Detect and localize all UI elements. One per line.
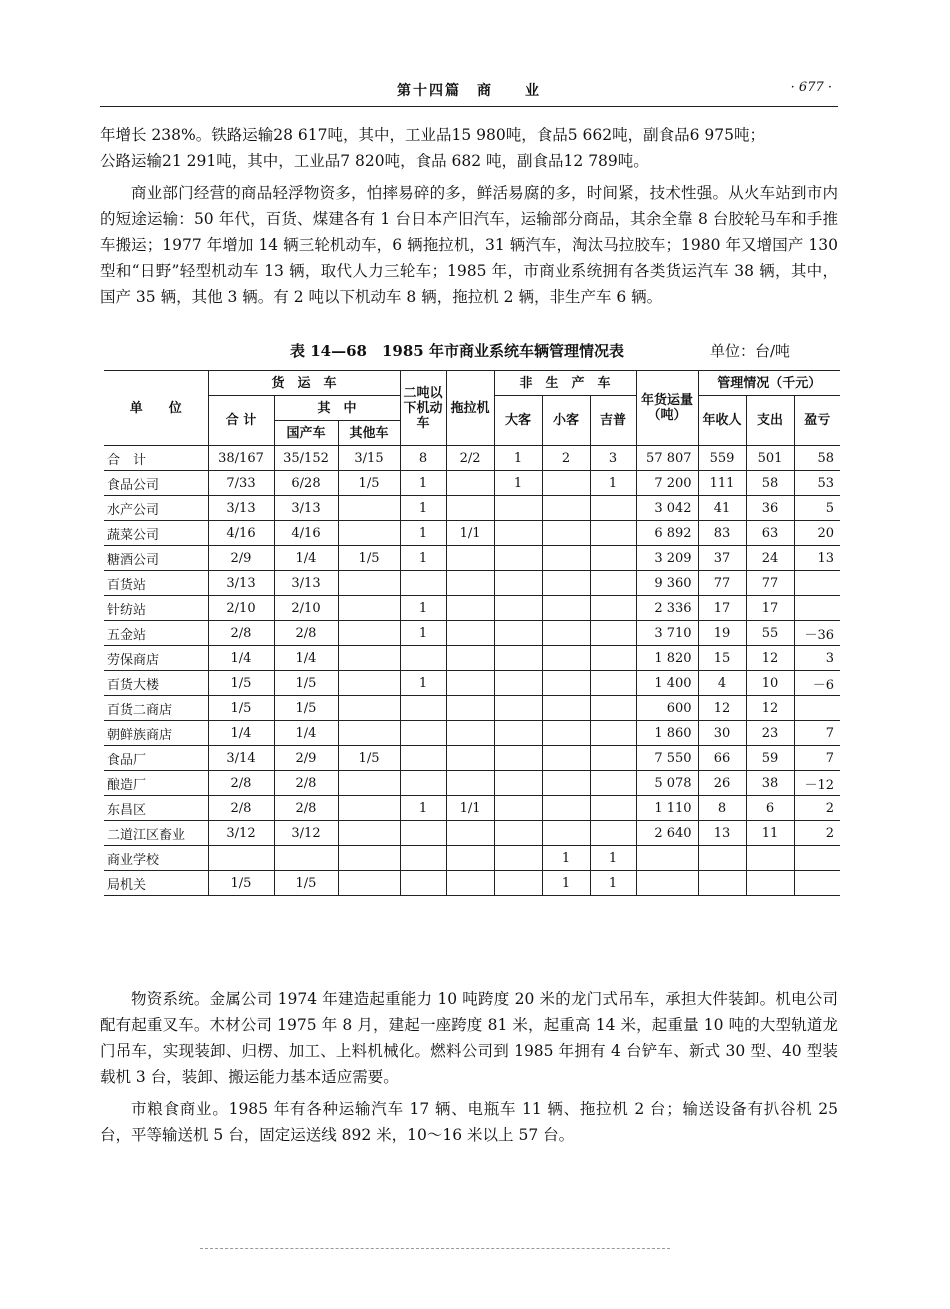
- cell-tractor: [446, 571, 494, 596]
- cell-other: [338, 646, 400, 671]
- cell-small: 2: [542, 446, 590, 471]
- cell-tractor: [446, 721, 494, 746]
- cell-expense: 11: [746, 821, 794, 846]
- cell-tractor: [446, 671, 494, 696]
- cell-small: [542, 496, 590, 521]
- cell-small: [542, 621, 590, 646]
- cell-profit: 5: [794, 496, 840, 521]
- cell-large: [494, 796, 542, 821]
- cell-other: [338, 721, 400, 746]
- cell-two-ton: [400, 846, 446, 871]
- cell-large: [494, 646, 542, 671]
- cell-expense: 55: [746, 621, 794, 646]
- cell-large: [494, 696, 542, 721]
- cell-unit: 针纺站: [104, 596, 208, 621]
- cell-other: 3/15: [338, 446, 400, 471]
- cell-two-ton: 1: [400, 621, 446, 646]
- cell-tractor: [446, 871, 494, 896]
- cell-jeep: [590, 771, 636, 796]
- paragraph-3: 物资系统。金属公司 1974 年建造起重能力 10 吨跨度 20 米的龙门式吊车，承担大件装卸。机电公司配有起重叉车。木材公司 1975 年 8 月，建起一座跨度 81 米，起重高 14 米，起重量 10 吨的大型轨道龙门吊车，实现装卸、归楞、加工、上料机械化。燃料公司到 1985 年拥有 4 台铲车、新式 30 型、40 型装载机 3 台，装卸、搬运能力基本适应需要。: [100, 990, 838, 1086]
- header-management: 管理情况（千元）: [698, 371, 840, 396]
- cell-expense: 12: [746, 696, 794, 721]
- cell-small: [542, 546, 590, 571]
- cell-expense: [746, 846, 794, 871]
- cell-freight: [636, 846, 698, 871]
- cell-unit: 朝鲜族商店: [104, 721, 208, 746]
- table-row: [104, 821, 840, 846]
- cell-income: 19: [698, 621, 746, 646]
- cell-unit: 百货大楼: [104, 671, 208, 696]
- table-row: [104, 746, 840, 771]
- cell-income: 41: [698, 496, 746, 521]
- cell-two-ton: [400, 646, 446, 671]
- cell-expense: 77: [746, 571, 794, 596]
- cell-large: [494, 721, 542, 746]
- cell-tractor: [446, 621, 494, 646]
- cell-jeep: [590, 571, 636, 596]
- cell-unit: 局机关: [104, 871, 208, 896]
- cell-domestic: 1/4: [274, 646, 338, 671]
- cell-jeep: [590, 796, 636, 821]
- cell-two-ton: 1: [400, 496, 446, 521]
- cell-two-ton: 1: [400, 671, 446, 696]
- cell-small: 1: [542, 846, 590, 871]
- cell-profit: [794, 871, 840, 896]
- cell-income: 13: [698, 821, 746, 846]
- cell-large: 1: [494, 446, 542, 471]
- cell-small: [542, 521, 590, 546]
- cell-freight: 3 042: [636, 496, 698, 521]
- paragraph-1-line-2: 公路运输21 291吨，其中，工业品7 820吨，食品 682 吨，副食品12 789吨。: [100, 152, 649, 170]
- table-row: [104, 671, 840, 696]
- header-two-ton: 二吨以下机动车: [400, 371, 446, 446]
- cell-freight: 57 807: [636, 446, 698, 471]
- cell-small: [542, 671, 590, 696]
- cell-small: [542, 771, 590, 796]
- cell-unit: 劳保商店: [104, 646, 208, 671]
- cell-tractor: [446, 696, 494, 721]
- cell-small: 1: [542, 871, 590, 896]
- cell-income: 111: [698, 471, 746, 496]
- cell-total: 4/16: [208, 521, 274, 546]
- cell-other: [338, 496, 400, 521]
- cell-domestic: 2/9: [274, 746, 338, 771]
- paragraph-2: 商业部门经营的商品轻浮物资多，怕摔易碎的多，鲜活易腐的多，时间紧，技术性强。从火车站到市内的短途运输：50 年代，百货、煤建各有 1 台日本产旧汽车，运输部分商品，其余全靠 8 台胶轮马车和手推车搬运；1977 年增加 14 辆三轮机动车，6 辆拖拉机，31 辆汽车，淘汰马拉胶车；1980 年又增国产 130 型和“日野”轻型机动车 13 辆，取代人力三轮车；1985 年，市商业系统拥有各类货运汽车 38 辆，其中，国产 35 辆，其他 3 辆。有 2 吨以下机动车 8 辆，拖拉机 2 辆，非生产车 6 辆。: [100, 184, 838, 306]
- cell-large: [494, 571, 542, 596]
- cell-domestic: 35/152: [274, 446, 338, 471]
- table-row: [104, 571, 840, 596]
- cell-tractor: [446, 646, 494, 671]
- cell-total: 1/5: [208, 671, 274, 696]
- cell-domestic: 3/12: [274, 821, 338, 846]
- cell-two-ton: [400, 871, 446, 896]
- cell-small: [542, 471, 590, 496]
- cell-unit: 水产公司: [104, 496, 208, 521]
- cell-domestic: 1/5: [274, 671, 338, 696]
- cell-expense: 6: [746, 796, 794, 821]
- header-freight-vehicles: 货 运 车: [208, 371, 400, 396]
- header-income: 年收人: [698, 396, 746, 446]
- cell-freight: 1 400: [636, 671, 698, 696]
- table-title: 表 14—68 1985 年市商业系统车辆管理情况表: [290, 342, 624, 360]
- cell-tractor: 1/1: [446, 796, 494, 821]
- table-row: [104, 621, 840, 646]
- cell-profit: 20: [794, 521, 840, 546]
- cell-expense: 501: [746, 446, 794, 471]
- header-jeep: 吉普: [590, 396, 636, 446]
- cell-income: 8: [698, 796, 746, 821]
- header-nonproduction: 非 生 产 车: [494, 371, 636, 396]
- cell-tractor: [446, 846, 494, 871]
- cell-total: 1/4: [208, 646, 274, 671]
- cell-jeep: [590, 546, 636, 571]
- header-annual-freight: 年货运量（吨）: [636, 371, 698, 446]
- cell-freight: 2 336: [636, 596, 698, 621]
- cell-other: [338, 671, 400, 696]
- cell-tractor: [446, 821, 494, 846]
- cell-profit: 3: [794, 646, 840, 671]
- cell-large: [494, 771, 542, 796]
- cell-large: [494, 746, 542, 771]
- cell-two-ton: 1: [400, 546, 446, 571]
- paragraph-1: [100, 122, 838, 174]
- cell-tractor: [446, 471, 494, 496]
- cell-jeep: [590, 821, 636, 846]
- cell-large: [494, 871, 542, 896]
- cell-expense: [746, 871, 794, 896]
- cell-domestic: 1/5: [274, 871, 338, 896]
- cell-domestic: 1/4: [274, 546, 338, 571]
- cell-domestic: 3/13: [274, 571, 338, 596]
- cell-two-ton: [400, 746, 446, 771]
- cell-profit: 7: [794, 746, 840, 771]
- table-row: [104, 496, 840, 521]
- cell-domestic: 1/4: [274, 721, 338, 746]
- header-profit: 盈亏: [794, 396, 840, 446]
- cell-large: [494, 596, 542, 621]
- cell-other: [338, 846, 400, 871]
- cell-domestic: 2/8: [274, 771, 338, 796]
- cell-profit: 58: [794, 446, 840, 471]
- cell-income: [698, 846, 746, 871]
- cell-domestic: [274, 846, 338, 871]
- header-large-bus: 大客: [494, 396, 542, 446]
- cell-large: [494, 496, 542, 521]
- cell-domestic: 2/10: [274, 596, 338, 621]
- table-row: [104, 796, 840, 821]
- cell-total: 2/8: [208, 796, 274, 821]
- page-header: [100, 80, 838, 107]
- cell-total: 1/4: [208, 721, 274, 746]
- cell-jeep: 3: [590, 446, 636, 471]
- cell-expense: 58: [746, 471, 794, 496]
- cell-expense: 24: [746, 546, 794, 571]
- cell-income: 37: [698, 546, 746, 571]
- cell-other: 1/5: [338, 746, 400, 771]
- cell-freight: 1 860: [636, 721, 698, 746]
- cell-small: [542, 696, 590, 721]
- cell-jeep: [590, 671, 636, 696]
- cell-total: 3/13: [208, 496, 274, 521]
- cell-income: 77: [698, 571, 746, 596]
- table-row: [104, 546, 840, 571]
- cell-other: 1/5: [338, 546, 400, 571]
- table-row: [104, 696, 840, 721]
- table-row: [104, 646, 840, 671]
- cell-unit: 二道江区畜业: [104, 821, 208, 846]
- cell-income: [698, 871, 746, 896]
- paragraph-4: 市粮食商业。1985 年有各种运输汽车 17 辆、电瓶车 11 辆、拖拉机 2 台；输送设备有扒谷机 25 台，平等输送机 5 台，固定运送线 892 米，10～16 米以上 57 台。: [100, 1100, 838, 1144]
- cell-freight: 1 820: [636, 646, 698, 671]
- cell-tractor: 2/2: [446, 446, 494, 471]
- cell-profit: 2: [794, 821, 840, 846]
- cell-total: 1/5: [208, 871, 274, 896]
- cell-other: [338, 796, 400, 821]
- cell-freight: 2 640: [636, 821, 698, 846]
- cell-small: [542, 646, 590, 671]
- cell-jeep: 1: [590, 471, 636, 496]
- cell-total: 38/167: [208, 446, 274, 471]
- cell-profit: －36: [794, 621, 840, 646]
- cell-income: 30: [698, 721, 746, 746]
- cell-jeep: 1: [590, 871, 636, 896]
- cell-domestic: 2/8: [274, 621, 338, 646]
- vehicle-table: [104, 370, 840, 896]
- cell-total: 2/8: [208, 621, 274, 646]
- cell-total: 3/14: [208, 746, 274, 771]
- cell-profit: [794, 596, 840, 621]
- cell-income: 12: [698, 696, 746, 721]
- cell-two-ton: 1: [400, 796, 446, 821]
- cell-expense: 12: [746, 646, 794, 671]
- cell-small: [542, 596, 590, 621]
- header-total: 合 计: [208, 396, 274, 446]
- cell-expense: 23: [746, 721, 794, 746]
- cell-unit: 酿造厂: [104, 771, 208, 796]
- cell-unit: 百货站: [104, 571, 208, 596]
- header-small-bus: 小客: [542, 396, 590, 446]
- paragraph-1-line-1: 年增长 238%。铁路运输28 617吨，其中，工业品15 980吨，食品5 662吨，副食品6 975吨；: [100, 126, 765, 144]
- cell-unit: 百货二商店: [104, 696, 208, 721]
- table-row: [104, 846, 840, 871]
- cell-tractor: 1/1: [446, 521, 494, 546]
- cell-total: 3/13: [208, 571, 274, 596]
- cell-two-ton: [400, 771, 446, 796]
- cell-freight: 7 200: [636, 471, 698, 496]
- table-unit-note: 单位：台/吨: [710, 342, 791, 360]
- cell-large: 1: [494, 471, 542, 496]
- cell-total: 2/9: [208, 546, 274, 571]
- cell-domestic: 3/13: [274, 496, 338, 521]
- cell-total: 2/8: [208, 771, 274, 796]
- cell-unit: 食品公司: [104, 471, 208, 496]
- cell-jeep: [590, 496, 636, 521]
- header-unit: 单 位: [104, 371, 208, 446]
- cell-total: 1/5: [208, 696, 274, 721]
- cell-total: 2/10: [208, 596, 274, 621]
- header-domestic: 国产车: [274, 421, 338, 446]
- cell-domestic: 4/16: [274, 521, 338, 546]
- cell-unit: 食品厂: [104, 746, 208, 771]
- cell-large: [494, 546, 542, 571]
- cell-expense: 10: [746, 671, 794, 696]
- cell-tractor: [446, 496, 494, 521]
- cell-domestic: 1/5: [274, 696, 338, 721]
- cell-two-ton: 1: [400, 521, 446, 546]
- cell-small: [542, 746, 590, 771]
- cell-freight: 1 110: [636, 796, 698, 821]
- cell-jeep: [590, 521, 636, 546]
- cell-profit: [794, 846, 840, 871]
- cell-other: [338, 521, 400, 546]
- cell-total: 3/12: [208, 821, 274, 846]
- scan-artifact-line: [200, 1248, 670, 1250]
- cell-other: [338, 871, 400, 896]
- cell-income: 4: [698, 671, 746, 696]
- cell-income: 66: [698, 746, 746, 771]
- table-row: [104, 521, 840, 546]
- cell-tractor: [446, 546, 494, 571]
- table-row: [104, 871, 840, 896]
- cell-jeep: [590, 646, 636, 671]
- cell-expense: 17: [746, 596, 794, 621]
- cell-profit: [794, 696, 840, 721]
- cell-expense: 36: [746, 496, 794, 521]
- chapter-title: 第十四篇 商 业: [397, 83, 541, 99]
- cell-domestic: 6/28: [274, 471, 338, 496]
- table-row: [104, 596, 840, 621]
- table-header: [104, 371, 840, 446]
- cell-income: 26: [698, 771, 746, 796]
- cell-freight: 3 710: [636, 621, 698, 646]
- header-other: 其他车: [338, 421, 400, 446]
- cell-unit: 东昌区: [104, 796, 208, 821]
- table-row: [104, 446, 840, 471]
- cell-total: [208, 846, 274, 871]
- cell-small: [542, 796, 590, 821]
- cell-expense: 63: [746, 521, 794, 546]
- cell-other: [338, 596, 400, 621]
- cell-jeep: [590, 746, 636, 771]
- cell-large: [494, 821, 542, 846]
- cell-two-ton: [400, 821, 446, 846]
- cell-income: 559: [698, 446, 746, 471]
- cell-small: [542, 721, 590, 746]
- cell-two-ton: [400, 571, 446, 596]
- cell-jeep: [590, 596, 636, 621]
- cell-jeep: [590, 621, 636, 646]
- cell-unit: 五金站: [104, 621, 208, 646]
- cell-freight: [636, 871, 698, 896]
- cell-other: [338, 821, 400, 846]
- header-expense: 支出: [746, 396, 794, 446]
- cell-freight: 5 078: [636, 771, 698, 796]
- cell-income: 15: [698, 646, 746, 671]
- cell-domestic: 2/8: [274, 796, 338, 821]
- cell-profit: 13: [794, 546, 840, 571]
- cell-two-ton: 1: [400, 471, 446, 496]
- cell-small: [542, 821, 590, 846]
- cell-two-ton: 1: [400, 596, 446, 621]
- cell-profit: －6: [794, 671, 840, 696]
- cell-freight: 7 550: [636, 746, 698, 771]
- cell-unit: 合 计: [104, 446, 208, 471]
- table-row: [104, 771, 840, 796]
- cell-other: [338, 696, 400, 721]
- table-caption: [100, 340, 838, 364]
- cell-jeep: 1: [590, 846, 636, 871]
- table-row: [104, 721, 840, 746]
- cell-two-ton: [400, 721, 446, 746]
- cell-freight: 3 209: [636, 546, 698, 571]
- cell-other: [338, 571, 400, 596]
- table-body: [104, 446, 840, 896]
- header-of-which: 其 中: [274, 396, 400, 421]
- table-row: [104, 471, 840, 496]
- cell-tractor: [446, 771, 494, 796]
- cell-expense: 38: [746, 771, 794, 796]
- cell-profit: [794, 571, 840, 596]
- cell-income: 17: [698, 596, 746, 621]
- cell-tractor: [446, 596, 494, 621]
- cell-freight: 600: [636, 696, 698, 721]
- cell-expense: 59: [746, 746, 794, 771]
- page-number: · 677 ·: [790, 80, 832, 95]
- cell-profit: －12: [794, 771, 840, 796]
- cell-income: 83: [698, 521, 746, 546]
- cell-unit: 蔬菜公司: [104, 521, 208, 546]
- header-tractor: 拖拉机: [446, 371, 494, 446]
- cell-other: [338, 771, 400, 796]
- cell-large: [494, 846, 542, 871]
- cell-jeep: [590, 696, 636, 721]
- cell-freight: 6 892: [636, 521, 698, 546]
- cell-freight: 9 360: [636, 571, 698, 596]
- cell-jeep: [590, 721, 636, 746]
- cell-two-ton: 8: [400, 446, 446, 471]
- cell-small: [542, 571, 590, 596]
- cell-profit: 53: [794, 471, 840, 496]
- cell-profit: 7: [794, 721, 840, 746]
- cell-large: [494, 671, 542, 696]
- cell-large: [494, 621, 542, 646]
- cell-other: [338, 621, 400, 646]
- cell-unit: 商业学校: [104, 846, 208, 871]
- cell-large: [494, 521, 542, 546]
- cell-profit: 2: [794, 796, 840, 821]
- cell-other: 1/5: [338, 471, 400, 496]
- cell-tractor: [446, 746, 494, 771]
- cell-total: 7/33: [208, 471, 274, 496]
- cell-unit: 糖酒公司: [104, 546, 208, 571]
- cell-two-ton: [400, 696, 446, 721]
